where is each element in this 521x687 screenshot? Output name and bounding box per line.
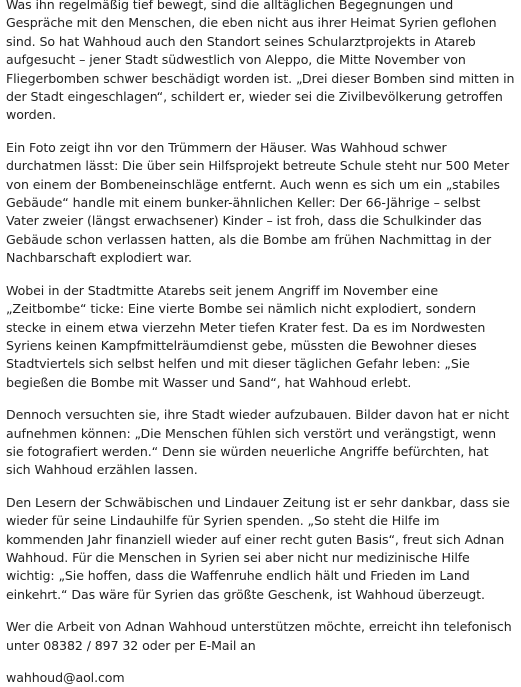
email-link[interactable]: wahhoud@aol.com — [6, 670, 125, 685]
email-paragraph — [6, 669, 515, 687]
paragraph-2: Ein Foto zeigt ihn vor den Trümmern der Häuser. Was Wahhoud schwer durchatmen lässt: Die über sein Hilfsprojekt betreute Schule steht nur 500 Meter von einem der Bombeneinschläge entfernt. Auch wenn es sich um ein „stabiles Gebäude“ handle mit einem bunker-ähnlichen Keller: Der 66-Jährige – selbst Vater zweier (längst erwachsener) Kinder – ist froh, dass die Schulkinder das Gebäude schon verlassen hatten, als die Bombe am frühen Nachmittag in der Nachbarschaft explodiert war. — [6, 139, 510, 266]
paragraph-6-contact: Wer die Arbeit von Adnan Wahhoud unterstützen möchte, erreicht ihn telefonisch unter 08382 / 897 32 oder per E-Mail an — [6, 619, 512, 653]
paragraph-5: Den Lesern der Schwäbischen und Lindauer Zeitung ist er sehr dankbar, dass sie wieder für seine Lindauhilfe für Syrien spenden. „So steht die Hilfe im kommenden Jahr finanziell wieder auf einer recht guten Basis“, freut sich Adnan Wahhoud. Für die Menschen in Syrien sei aber nicht nur medizinische Hilfe wichtig: „Sie hoffen, dass die Waffenruhe endlich hält und Frieden im Land einkehrt.“ Das wäre für Syrien das größte Geschenk, ist Wahhoud überzeugt. — [6, 494, 510, 602]
paragraph-4: Dennoch versuchten sie, ihre Stadt wieder aufzubauen. Bilder davon hat er nicht aufnehmen können: „Die Menschen fühlen sich verstört und verängstigt, wenn sie fotografiert werden.“ Denn sie würden neuerliche Angriffe befürchten, hat sich Wahhoud erzählen lassen. — [6, 407, 510, 478]
paragraph-1: Was ihn regelmäßig tief bewegt, sind die alltäglichen Begegnungen und Gespräche mit den Menschen, die eben nicht aus ihrer Heimat Syrien geflohen sind. So hat Wahhoud auch den Standort seines Schularztprojekts in Atareb aufgesucht – jener Stadt südwestlich von Aleppo, die Mitte November von Fliegerbomben schwer beschädigt worden ist. „Drei dieser Bomben sind mitten in der Stadt eingeschlagen“, schildert er, wieder sei die Zivilbevölkerung getroffen worden. — [6, 0, 515, 123]
paragraph-3: Wobei in der Stadtmitte Atarebs seit jenem Angriff im November eine „Zeitbombe“ ticke: Eine vierte Bombe sei nämlich nicht explodiert, sondern stecke in einem etwa vierzehn Meter tiefen Krater fest. Da es im Nordwesten Syriens keinen Kampfmittelräumdienst gebe, müssten die Bewohner dieses Stadtviertels sich selbst helfen und mit dieser täglichen Gefahr leben: „Sie begießen die Bombe mit Wasser und Sand“, hat Wahhoud erlebt. — [6, 282, 486, 390]
